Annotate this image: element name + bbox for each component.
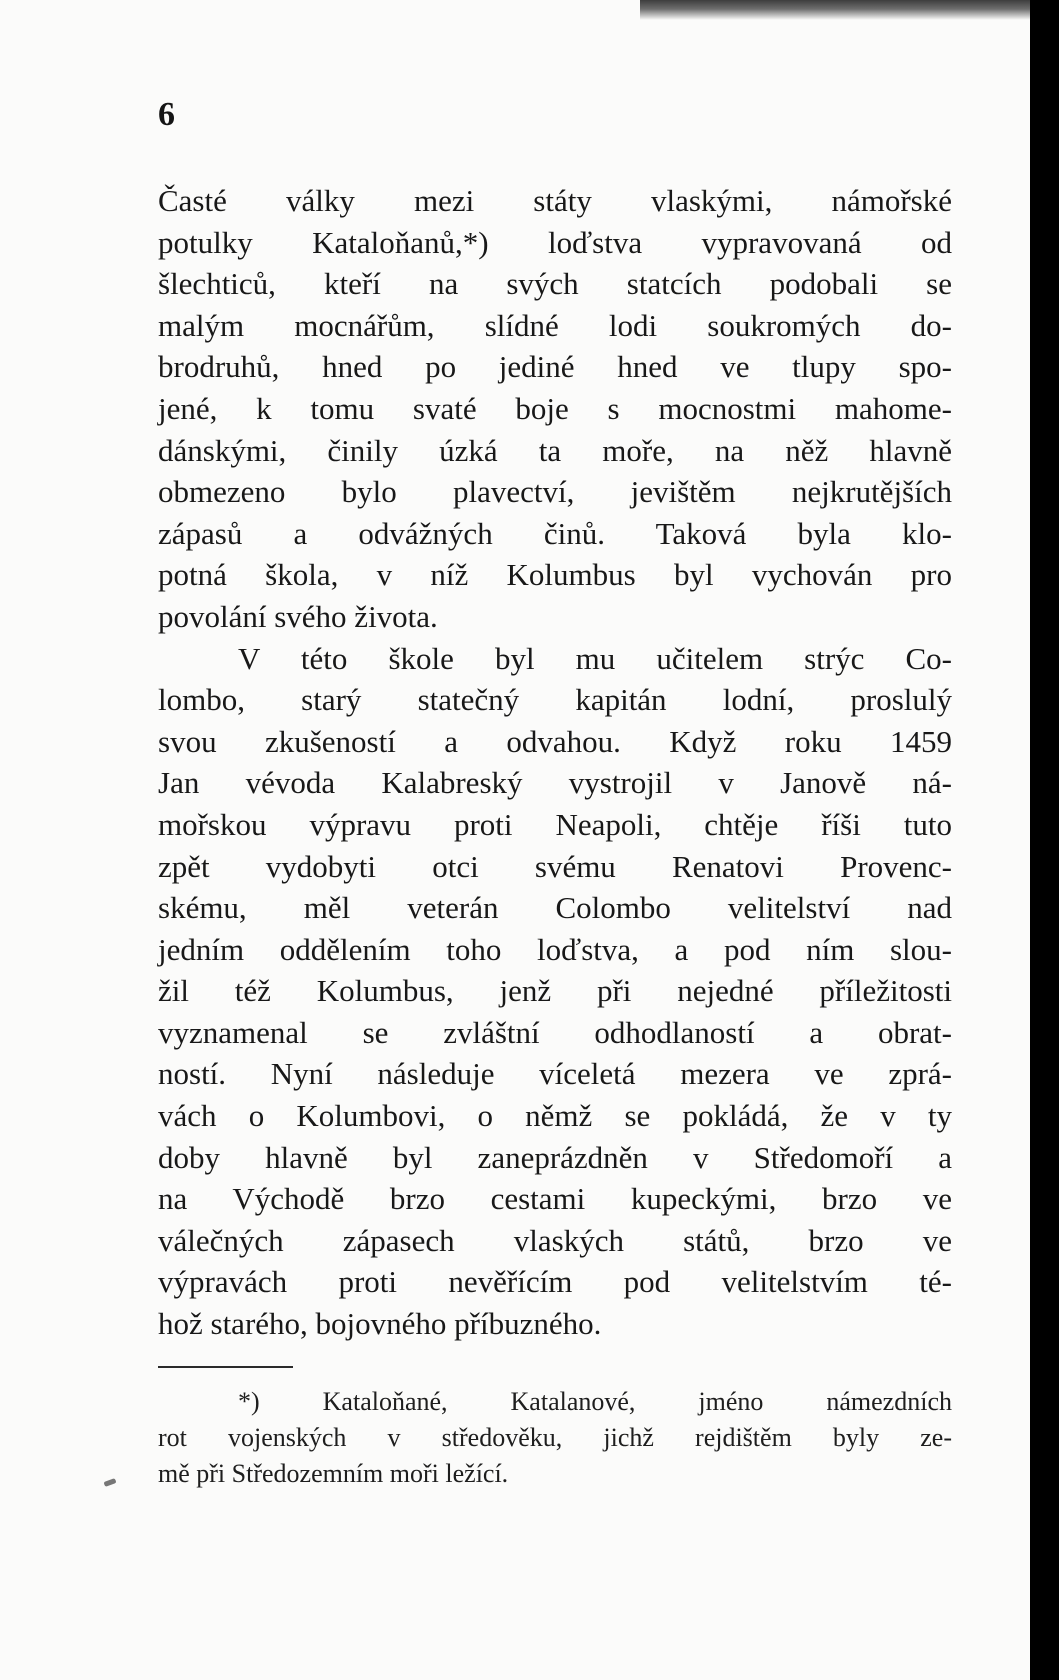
text-line: hož starého, bojovného příbuzného.	[158, 1306, 602, 1342]
text-line: šlechticů, kteří na svých statcích podobali se	[158, 266, 952, 302]
text-line: skému, měl veterán Colombo velitelství nad	[158, 890, 952, 926]
text-line: vyznamenal se zvláštní odhodlaností a obrat-	[158, 1014, 952, 1050]
text-line: potulky Kataloňanů,*) loďstva vypravovaná od	[158, 224, 952, 260]
text-line: vách o Kolumbovi, o němž se pokládá, že v ty	[158, 1098, 952, 1134]
text-line: doby hlavně byl zaneprázdněn v Středomoří a	[158, 1139, 952, 1175]
page-number: 6	[158, 96, 176, 133]
text-line: jené, k tomu svaté boje s mocnostmi mahome-	[158, 390, 952, 426]
text-line: dánskými, činily úzká ta moře, na něž hlavně	[158, 432, 952, 468]
scan-right-border	[1030, 0, 1059, 1680]
text-line: válečných zápasech vlaských států, brzo ve	[158, 1222, 952, 1258]
footnote-divider	[158, 1366, 293, 1368]
text-line: Jan vévoda Kalabreský vystrojil v Janově ná-	[158, 765, 952, 801]
main-text	[158, 180, 952, 1345]
text-line: mořskou výpravu proti Neapoli, chtěje říši tuto	[158, 806, 952, 842]
footnote-line: mě při Středozemním moři ležící.	[158, 1459, 509, 1488]
text-line: jedním oddělením toho loďstva, a pod ním slou-	[158, 931, 952, 967]
text-line: brodruhů, hned po jediné hned ve tlupy spo-	[158, 349, 952, 385]
text-line: V této škole byl mu učitelem strýc Co-	[238, 640, 952, 676]
text-line: potná škola, v níž Kolumbus byl vychován pro	[158, 557, 952, 593]
text-line: svou zkušeností a odvahou. Když roku 1459	[158, 723, 952, 759]
text-line: výpravách proti nevěřícím pod velitelstvím té-	[158, 1264, 952, 1300]
text-line: na Východě brzo cestami kupeckými, brzo ve	[158, 1181, 952, 1217]
text-line: lombo, starý statečný kapitán lodní, proslulý	[158, 682, 952, 718]
footnote-line: rot vojenských v středověku, jichž rejdištěm byly ze-	[158, 1423, 952, 1452]
text-line: zpět vydobyti otci svému Renatovi Provenc-	[158, 848, 952, 884]
text-line: Časté války mezi státy vlaskými, námořské	[158, 183, 952, 218]
footnote-line: *) Kataloňané, Katalanové, jméno námezdních	[238, 1387, 952, 1416]
text-line: malým mocnářům, slídné lodi soukromých do-	[158, 307, 952, 343]
scan-speck	[104, 1478, 117, 1487]
scan-edge-shadow	[640, 0, 1030, 20]
footnote	[158, 1384, 952, 1492]
text-line: povolání svého života.	[158, 598, 438, 634]
text-line: obmezeno bylo plavectví, jevištěm nejkrutějších	[158, 474, 952, 510]
text-line: ností. Nyní následuje víceletá mezera ve zprá-	[158, 1056, 952, 1092]
text-line: žil též Kolumbus, jenž při nejedné příležitosti	[158, 973, 952, 1009]
text-line: zápasů a odvážných činů. Taková byla klo-	[158, 515, 952, 551]
